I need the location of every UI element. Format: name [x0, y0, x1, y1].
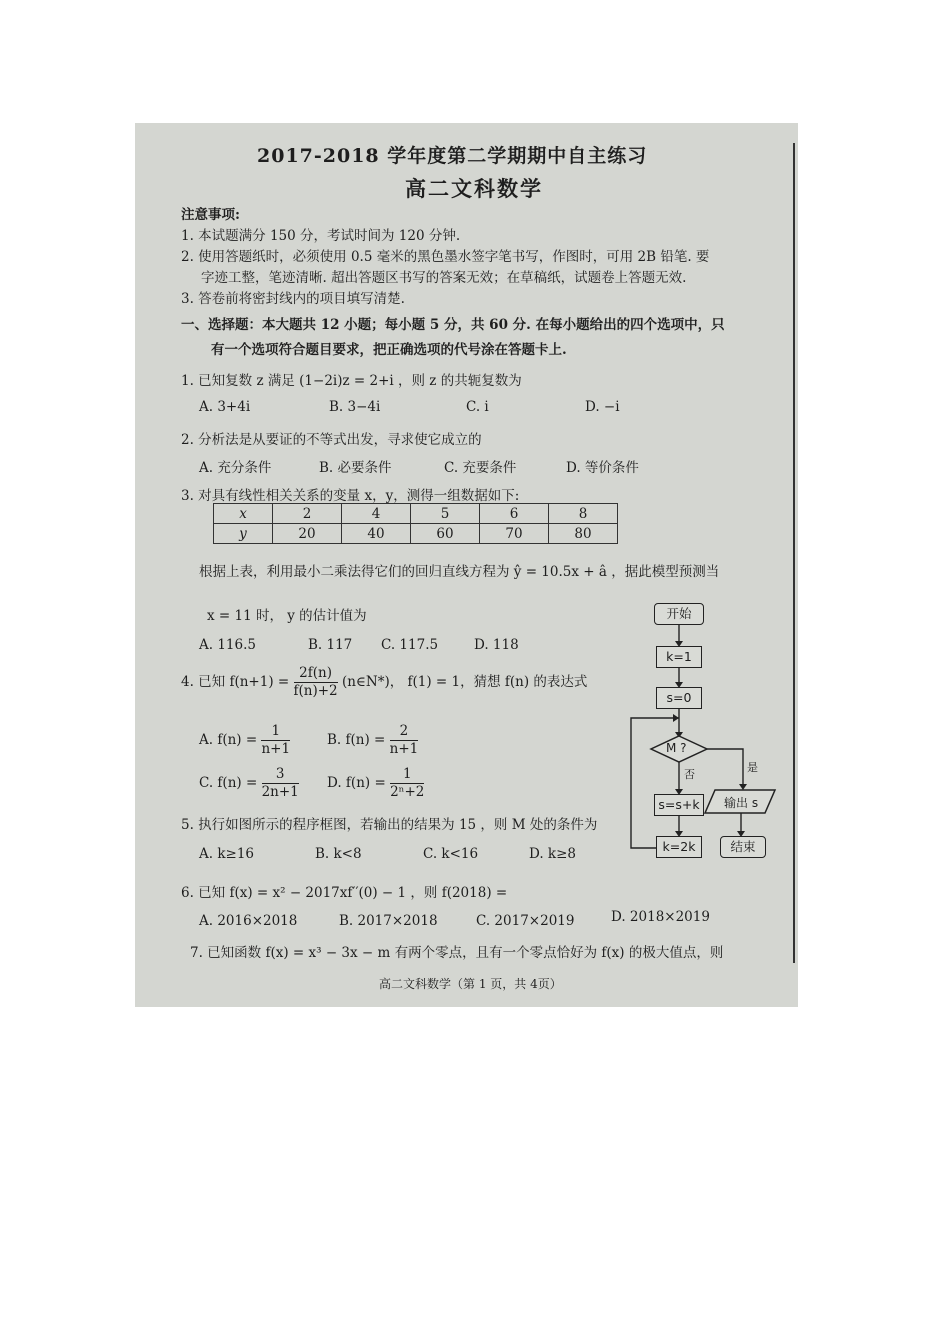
q3-data-table [213, 503, 618, 544]
q4-option-d [327, 766, 424, 801]
q6-option-c: C. 2017×2019 [476, 913, 575, 929]
q3-text-2: x = 11 时， y 的估计值为 [207, 608, 367, 624]
fraction-denominator: n+1 [389, 741, 419, 757]
option-fraction [390, 723, 419, 758]
q6-option-d: D. 2018×2019 [611, 909, 710, 925]
table-cell: 20 [273, 524, 342, 544]
q5-option-b: B. k<8 [315, 846, 362, 862]
q3-option-b: B. 117 [308, 637, 353, 653]
q6-option-b: B. 2017×2018 [339, 913, 438, 929]
q3-text-1: 根据上表，利用最小二乘法得它们的回归直线方程为 ŷ = 10.5x + â ，据此模型预测当 [199, 564, 720, 580]
scanned-page [135, 123, 798, 1007]
table-cell: 6 [480, 504, 549, 524]
q5-option-d: D. k≥8 [529, 846, 577, 862]
q5-stem: 5. 执行如图所示的程序框图，若输出的结果为 15 ，则 M 处的条件为 [181, 817, 598, 833]
flowchart-no-label: 否 [684, 768, 695, 781]
exam-subtitle: 高二文科数学 [405, 176, 543, 201]
notice-item-3: 3. 答卷前将密封线内的项目填写清楚. [181, 291, 405, 307]
table-cell: 8 [549, 504, 618, 524]
flowchart-output: 输出 s [724, 796, 759, 810]
q2-option-b: B. 必要条件 [319, 460, 392, 476]
notice-heading: 注意事项: [181, 207, 240, 223]
q2-option-a: A. 充分条件 [199, 460, 272, 476]
q4-prefix: 4. 已知 f(n+1) = [181, 674, 290, 690]
fraction-numerator: 2 [390, 723, 419, 741]
fraction-denominator: 2ⁿ+2 [390, 784, 425, 800]
fraction-denominator: 2n+1 [261, 784, 299, 800]
table-cell: 60 [411, 524, 480, 544]
option-label: D. f(n) = [327, 775, 386, 791]
fraction-denominator: f(n)+2 [293, 683, 338, 699]
flowchart-connectors [625, 598, 785, 868]
flowchart-s-init: s=0 [656, 687, 702, 709]
q1-stem: 1. 已知复数 z 满足 (1−2i)z = 2+i ，则 z 的共轭复数为 [181, 373, 522, 389]
option-fraction [262, 766, 299, 801]
q4-main-fraction [294, 665, 338, 700]
fraction-numerator: 3 [262, 766, 299, 784]
option-label: A. f(n) = [199, 732, 258, 748]
q1-option-d: D. −i [585, 399, 620, 415]
table-cell: 4 [342, 504, 411, 524]
q3-stem: 3. 对具有线性相关关系的变量 x，y，测得一组数据如下: [181, 488, 520, 504]
table-cell: x [214, 504, 273, 524]
q6-option-a: A. 2016×2018 [199, 913, 298, 929]
fraction-denominator: n+1 [261, 741, 291, 757]
table-row [214, 504, 618, 524]
q3-option-d: D. 118 [474, 637, 519, 653]
q4-option-c [199, 766, 299, 801]
q1-option-a: A. 3+4i [199, 399, 251, 415]
flowchart-end: 结束 [720, 836, 766, 858]
q2-option-c: C. 充要条件 [444, 460, 517, 476]
q2-option-d: D. 等价条件 [566, 460, 639, 476]
flowchart-k-init: k=1 [656, 646, 702, 668]
q1-option-c: C. i [466, 399, 489, 415]
flowchart-yes-label: 是 [747, 761, 758, 774]
page-footer: 高二文科数学（第 1 页，共 4页） [379, 977, 562, 991]
fraction-numerator: 1 [390, 766, 424, 784]
notice-item-2-cont: 字迹工整，笔迹清晰. 超出答题区书写的答案无效；在草稿纸，试题卷上答题无效. [201, 270, 687, 286]
table-cell: 40 [342, 524, 411, 544]
q3-option-a: A. 116.5 [199, 637, 256, 653]
q5-option-a: A. k≥16 [199, 846, 255, 862]
fraction-numerator: 2f(n) [294, 665, 338, 683]
q7-stem: 7. 已知函数 f(x) = x³ − 3x − m 有两个零点，且有一个零点恰好为 f(x) 的极大值点，则 [190, 945, 724, 961]
q4-option-a [199, 723, 290, 758]
q6-stem: 6. 已知 f(x) = x² − 2017xf′′(0) − 1 ，则 f(2018) = [181, 885, 508, 901]
q4-suffix: (n∈N*)， f(1) = 1，猜想 f(n) 的表达式 [341, 674, 588, 690]
notice-item-2: 2. 使用答题纸时，必须使用 0.5 毫米的黑色墨水签字笔书写，作图时，可用 2B 铅笔. 要 [181, 249, 710, 265]
flowchart-update-k: k=2k [656, 836, 702, 858]
option-fraction [261, 723, 290, 758]
section1-instruction: 一、选择题：本大题共 12 小题；每小题 5 分，共 60 分. 在每小题给出的四个选项中，只 [181, 317, 725, 333]
flowchart-start: 开始 [654, 603, 704, 625]
q3-option-c: C. 117.5 [381, 637, 439, 653]
exam-title: 2017-2018 学年度第二学期期中自主练习 [257, 145, 648, 167]
table-cell: 80 [549, 524, 618, 544]
table-row [214, 524, 618, 544]
table-cell: 2 [273, 504, 342, 524]
flowchart-condition: M ? [666, 741, 687, 755]
fraction-numerator: 1 [261, 723, 290, 741]
table-cell: y [214, 524, 273, 544]
page-edge-shadow [793, 143, 795, 963]
flowchart-update-s: s=s+k [654, 794, 704, 816]
q4-stem [181, 665, 587, 700]
option-label: C. f(n) = [199, 775, 258, 791]
section1-instruction-cont: 有一个选项符合题目要求，把正确选项的代号涂在答题卡上. [211, 342, 567, 358]
option-fraction [390, 766, 424, 801]
q5-option-c: C. k<16 [423, 846, 479, 862]
q1-option-b: B. 3−4i [329, 399, 381, 415]
table-cell: 5 [411, 504, 480, 524]
q4-option-b [327, 723, 418, 758]
notice-item-1: 1. 本试题满分 150 分，考试时间为 120 分钟. [181, 228, 461, 244]
option-label: B. f(n) = [327, 732, 386, 748]
q2-stem: 2. 分析法是从要证的不等式出发，寻求使它成立的 [181, 432, 482, 448]
table-cell: 70 [480, 524, 549, 544]
